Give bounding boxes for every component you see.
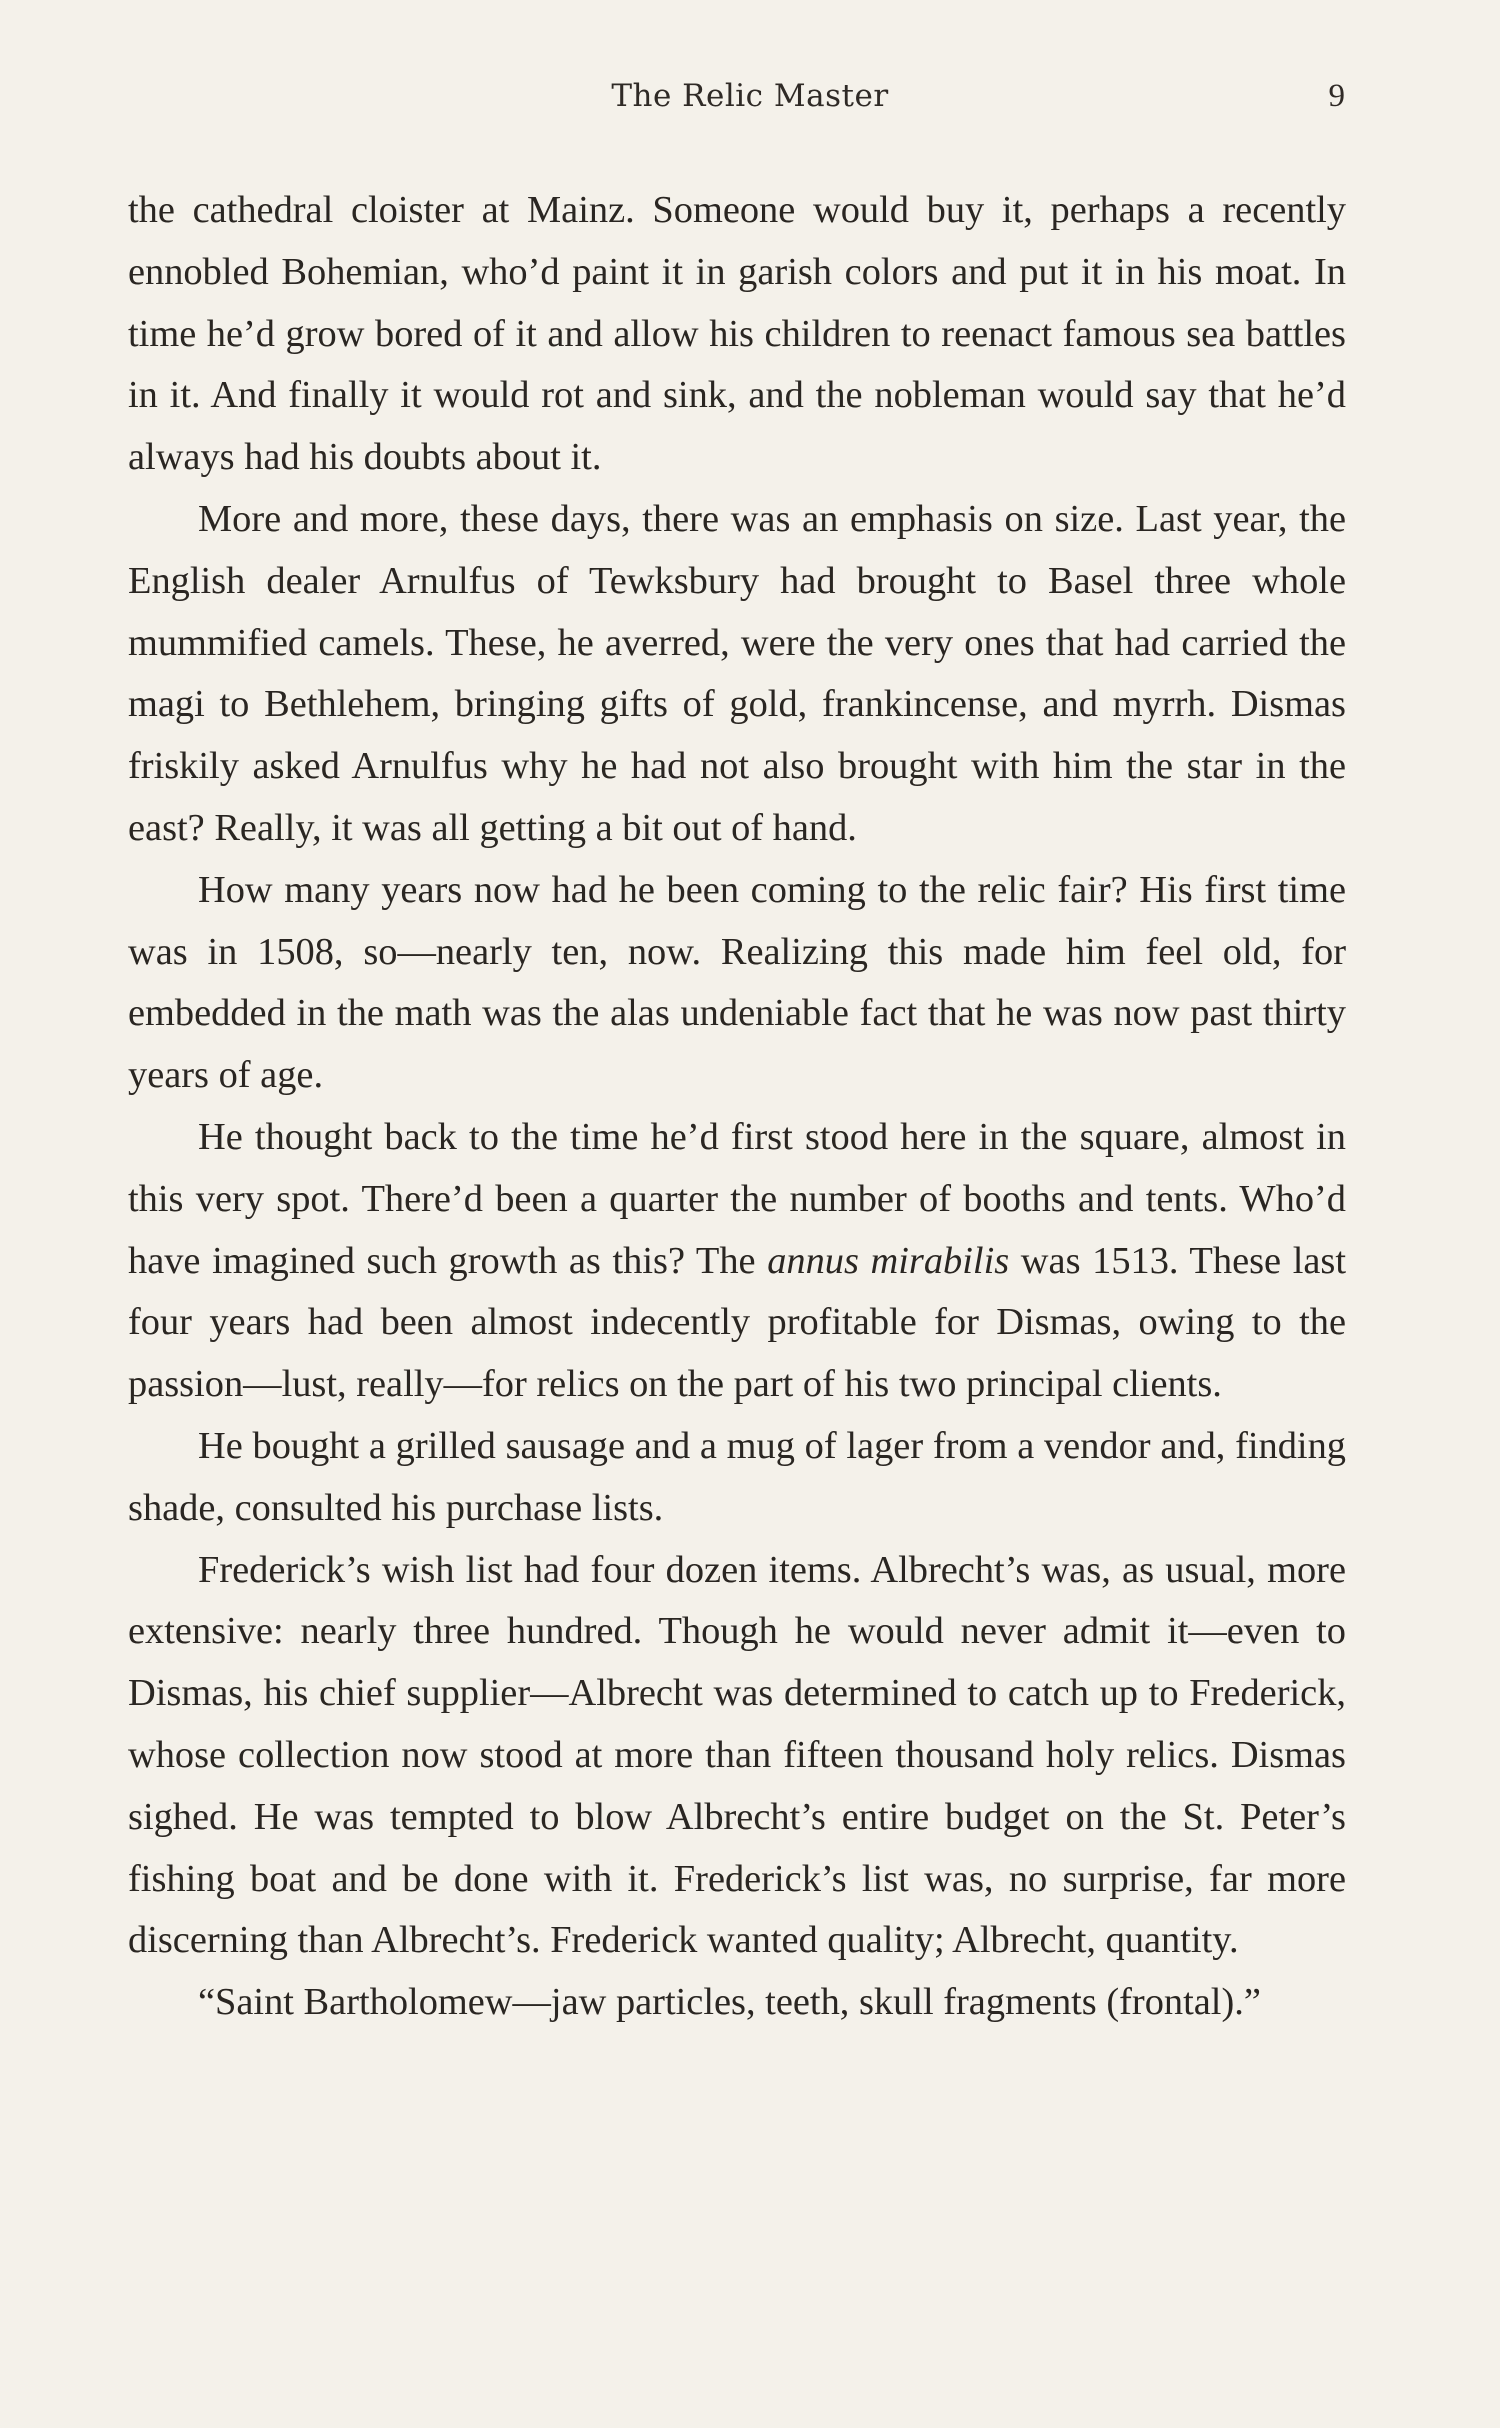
paragraph-2: More and more, these days, there was an emphasis on size. Last year, the English dealer Arnulfus of Tewksbury had brought to Basel three whole mummified camels. These, he averred, were the very ones that had carried the magi to Bethlehem, bringing gifts of gold, frankincense, and myrrh. Dismas friskily asked Arnulfus why he had not also brought with him the star in the east? Really, it was all getting a bit out of hand. (128, 497, 1346, 849)
paragraph-4 (128, 1107, 1346, 1416)
italic-phrase: annus mirabilis (767, 1239, 1010, 1282)
paragraph-1: the cathedral cloister at Mainz. Someone would buy it, perhaps a recently ennobled Bohemian, who’d paint it in garish colors and put it in his moat. In time he’d grow bored of it and allow his children to reenact famous sea battles in it. And finally it would rot and sink, and the nobleman would say that he’d always had his doubts about it. (128, 189, 1346, 479)
paragraph-4-part-2: was 1513. These last four years had been almost indecently profitable for Dismas, owing to the passion—lust, really—for relics on the part of his two principal clients. (128, 1239, 1347, 1406)
page-number: 9 (1328, 78, 1345, 114)
paragraph-7: “Saint Bartholomew—jaw particles, teeth, skull fragments (frontal).” (198, 1981, 1261, 2024)
page-header (0, 78, 1500, 128)
paragraph-4-part-1: He thought back to the time he’d first stood here in the square, almost in this very spot. There’d been a quarter the number of booths and tents. Who’d have imagined such growth as this? The (128, 1115, 1346, 1282)
paragraph-5: He bought a grilled sausage and a mug of lager from a vendor and, finding shade, consulted his purchase lists. (128, 1424, 1346, 1529)
paragraph-3: How many years now had he been coming to the relic fair? His first time was in 1508, so—nearly ten, now. Realizing this made him feel old, for embedded in the math was the alas undeniable fact that he was now past thirty years of age. (128, 868, 1346, 1097)
running-head: The Relic Master (611, 78, 889, 114)
body-text (128, 180, 1346, 2034)
paragraph-6: Frederick’s wish list had four dozen items. Albrecht’s was, as usual, more extensive: nearly three hundred. Though he would never admit it—even to Dismas, his chief supplier—Albrecht was determined to catch up to Frederick, whose collection now stood at more than fifteen thousand holy relics. Dismas sighed. He was tempted to blow Albrecht’s entire budget on the St. Peter’s fishing boat and be done with it. Frederick’s list was, no surprise, far more discerning than Albrecht’s. Frederick wanted quality; Albrecht, quantity. (128, 1548, 1346, 1962)
